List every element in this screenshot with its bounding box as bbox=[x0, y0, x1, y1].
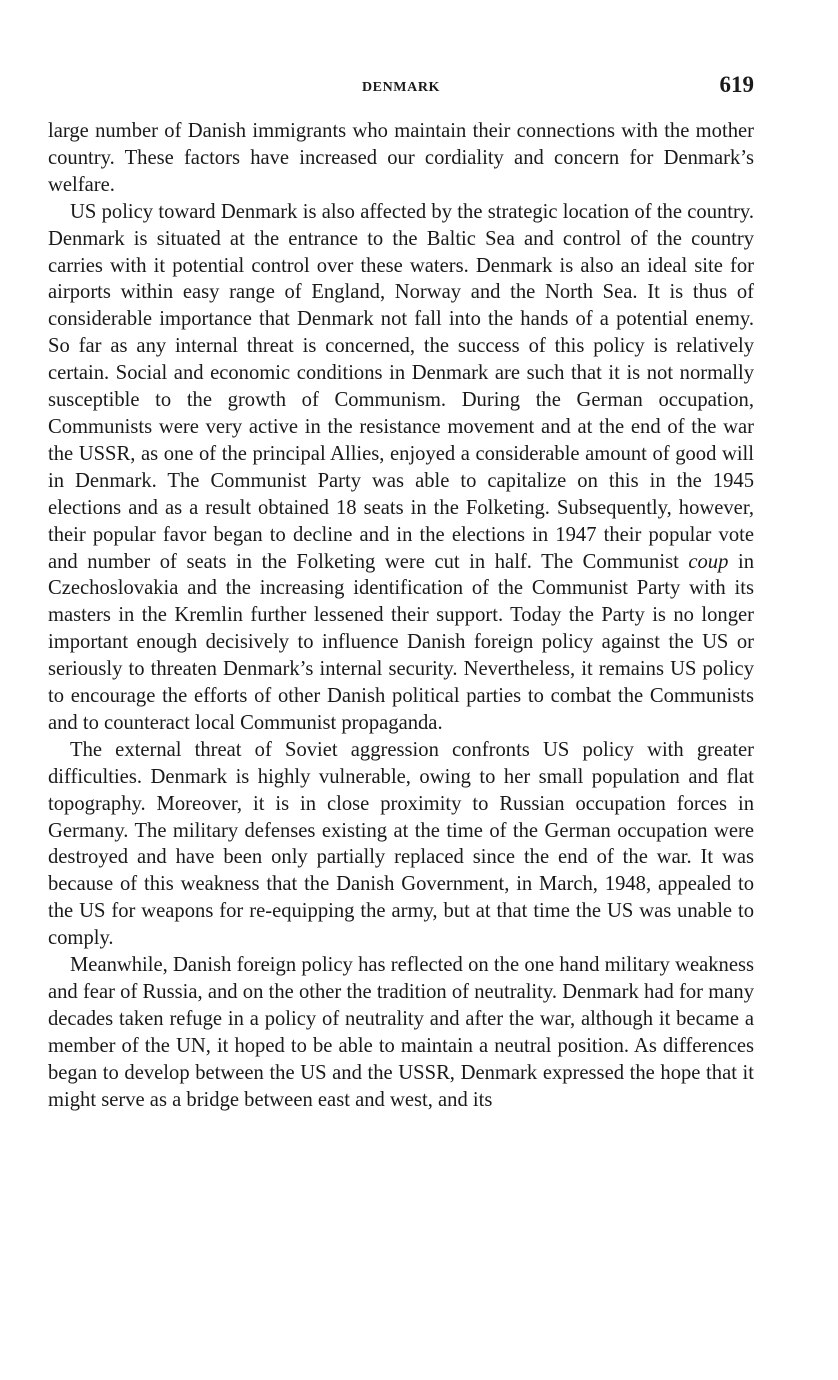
paragraph-text: US policy toward Denmark is also affected by the strategic location of the country. Denmark is situated at the entrance to the Baltic Sea and control of the country carries with it potential control over these waters. Denmark is also an ideal site for airports within easy range of England, Norway and the North Sea. It is thus of considerable importance that Denmark not fall into the hands of a potential enemy. So far as any internal threat is concerned, the success of this policy is relatively certain. Social and economic conditions in Denmark are such that it is not normally susceptible to the growth of Communism. During the German occupation, Communists were very active in the resistance movement and at the end of the war the USSR, as one of the principal Allies, enjoyed a considerable amount of good will in Denmark. The Communist Party was able to capitalize on this in the 1945 elections and as a result obtained 18 seats in the Folketing. Subsequently, however, their popular favor began to decline and in the elections in 1947 their popular vote and number of seats in the Folketing were cut in half. The Communist bbox=[48, 200, 754, 573]
running-header bbox=[48, 72, 754, 102]
italic-term: coup bbox=[688, 550, 729, 573]
paragraph-text: The external threat of Soviet aggression confronts US policy with greater difficulties. Denmark is highly vulnerable, owing to her small population and flat topography. Moreover, it is in close proximity to Russian occupation forces in Germany. The military defenses existing at the time of the German occupation were destroyed and have been only partially replaced since the end of the war. It was because of this weakness that the Danish Government, in March, 1948, appealed to the US for weapons for re-equipping the army, but at that time the US was unable to comply. bbox=[48, 738, 754, 950]
page-number: 619 bbox=[719, 72, 754, 97]
body-text bbox=[48, 118, 754, 1114]
paragraph-text: large number of Danish immigrants who maintain their connections with the mother country. These factors have increased our cordiality and concern for Denmark’s welfare. bbox=[48, 120, 754, 196]
running-title: DENMARK bbox=[361, 80, 441, 95]
paragraph-foreign-policy bbox=[48, 952, 754, 1113]
paragraph-continued bbox=[48, 118, 754, 199]
paragraph-text: in Czechoslovakia and the increasing identification of the Communist Party with its masters in the Kremlin further lessened their support. Today the Party is no longer important enough decisively to influence Danish foreign policy against the US or seriously to threaten Denmark’s internal security. Nevertheless, it remains US policy to encourage the efforts of other Danish political parties to combat the Communists and to counteract local Communist propaganda. bbox=[48, 550, 754, 734]
paragraph-external-threat bbox=[48, 737, 754, 952]
paragraph-strategic-location bbox=[48, 199, 754, 737]
paragraph-text: Meanwhile, Danish foreign policy has reflected on the one hand military weakness and fear of Russia, and on the other the tradition of neutrality. Denmark had for many decades taken refuge in a policy of neutrality and after the war, although it became a member of the UN, it hoped to be able to maintain a neutral position. As differences began to develop between the US and the USSR, Denmark expressed the hope that it might serve as a bridge between east and west, and its bbox=[48, 954, 754, 1111]
